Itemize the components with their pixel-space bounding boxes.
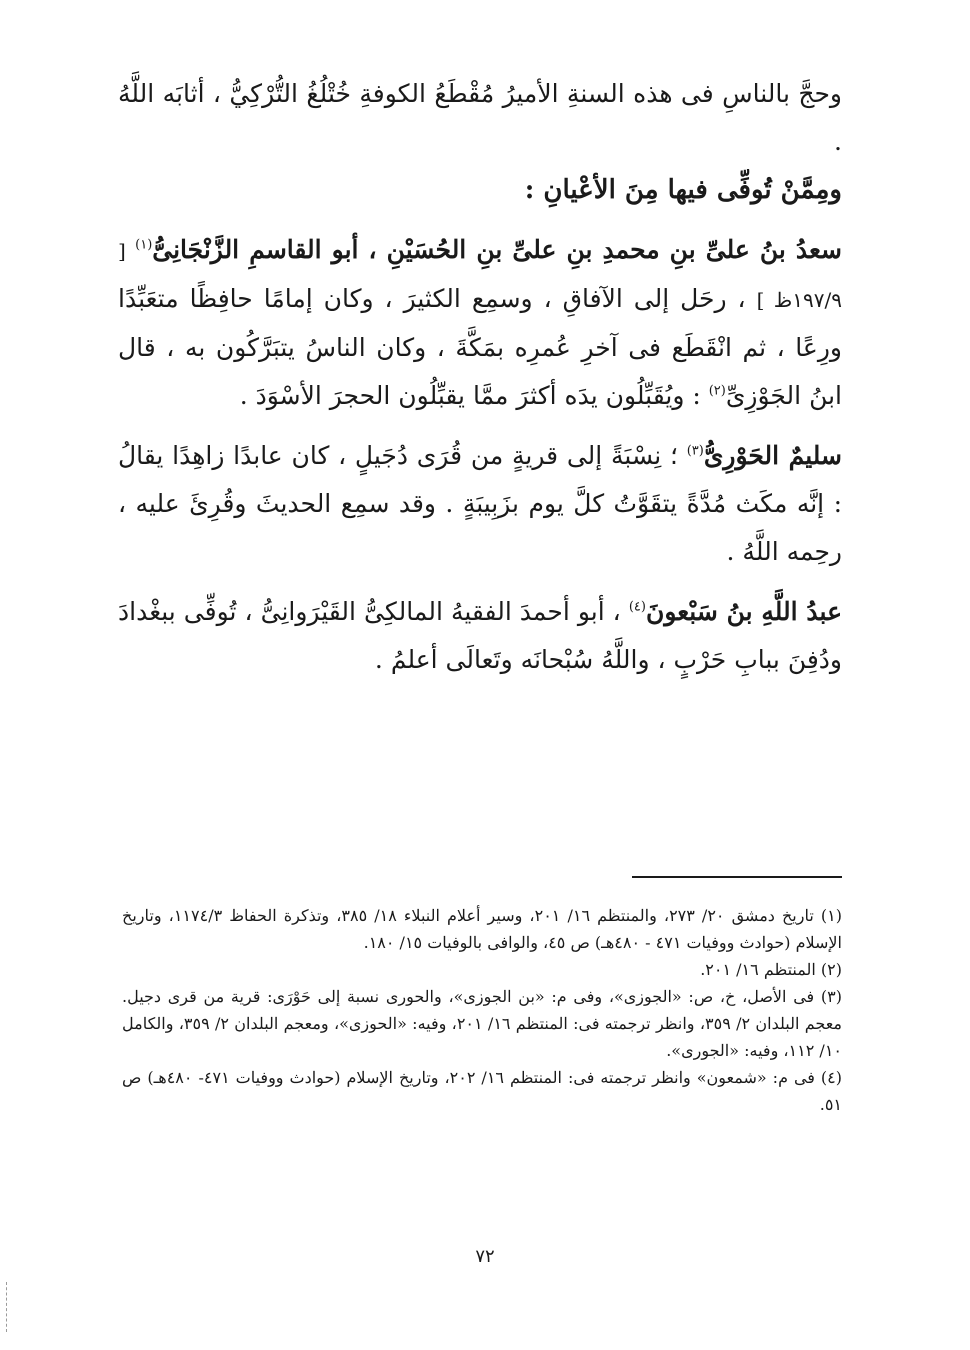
footnote-separator [632,876,842,878]
entry-salim-text: ؛ نِسْبَةً إلى قريةٍ من قُرَى دُجَيلٍ ، كان عابدًا زاهِدًا يقالُ : إنَّه مكَث مُدَّةً يتقَوَّتُ كلَّ يوم بزَبِيبَةٍ . وقد سمِع الحديثَ وقُرِئَ عليه ، رحِمه اللَّهُ . [118,441,842,566]
footnote-ref-3: (٣) [686,443,704,459]
spacer [118,214,842,226]
paragraph-hajj: وحجَّ بالناسِ فى هذه السنةِ الأميرُ مُقْطَعُ الكوفةِ خُتْلُغُ التُّرْكِيُّ ، أثابَه اللَّهُ . [118,79,842,156]
entry-salim-name: سليمٌ الحَوْرِىُّ [703,441,843,470]
footnote-4: (٤) فى م: «شمعون» وانظر ترجمته فى: المنتظم ١٦/ ٢٠٢، وتاريخ الإسلام (حوادث ووفيات ٤٧١- ٤٨٠هـ) ص ٥١. [122,1068,843,1114]
entry-salim [118,432,842,576]
footnotes [122,902,842,1118]
entry-saad-text-b: : ويُقَبِّلُون يدَه أكثرَ ممَّا يقبِّلُون الحجرَ الأسْوَدَ . [239,381,701,410]
entry-saad-text-a: ، رحَل إلى الآفاقِ ، وسمِع الكثيرَ ، وكان إمامًا حافِظًا متعَبِّدًا ورِعًا ، ثم انْقَطَع فى آخرِ عُمرِه بمَكَّةَ ، وكان الناسُ يتبَرَّكُون به ، قال ابنُ الجَوْزِىِّ [118,284,842,410]
footnote-ref-1: (١) [135,237,153,253]
footnote-3: (٣) فى الأصل، خ، ص: «الجوزى»، وفى م: «بن الجوزى»، والحورى نسبة إلى حَوْرَى: قرية من قرى دجيل. معجم البلدان ٢/ ٣٥٩، وانظر ترجمته فى: المنتظم ١٦/ ٢٠١، وفيه: «الحوزى»، ومعجم البلدان ٢/ ٣٥٩، والكامل ١٠/ ١١٢، وفيه: «الجورى». [122,987,842,1060]
footnote-2: (٢) المنتظم ١٦/ ٢٠١. [700,960,842,979]
page-number: ٧٢ [475,1246,495,1267]
footnote-ref-2: (٢) [708,383,726,399]
entry-saad [118,226,842,420]
manuscript-marker: [ ١٩٧/٩ظ ] [118,239,843,312]
spacer [118,420,842,432]
entry-saad-name: سعدُ بنُ علىِّ بنِ محمدِ بنِ علىِّ بنِ الحُسَيْنِ ، أبو القاسمِ الزَّنْجَانِىُّ [152,235,843,264]
section-heading: ومِمَّنْ تُوفِّى فيها مِنَ الأعْيانِ : [524,175,842,205]
entry-abdallah [118,588,842,684]
footnote-1: (١) تاريخ دمشق ٢٠/ ٢٧٣، والمنتظم ١٦/ ٢٠١، وسير أعلام النبلاء ١٨/ ٣٨٥، وتذكرة الحفاظ ١١٧٤/٣، وتاريخ الإسلام (حوادث ووفيات ٤٧١ - ٤٨٠هـ) ص ٤٥، والوافى بالوفيات ١٥/ ١٨٠. [122,906,842,952]
spacer [118,576,842,588]
scan-edge-marks [6,1282,9,1332]
entry-abdallah-text: ، أبو أحمدَ الفقيهُ المالكِىُّ القَيْرَوانِىُّ ، تُوفِّى ببغْدادَ ودُفِنَ ببابِ حَرْبٍ ، واللَّهُ سُبْحانَه وتَعالَى أعلمُ . [118,597,842,674]
footnote-ref-4: (٤) [628,599,646,615]
main-text [118,70,842,684]
entry-abdallah-name: عبدُ اللَّهِ بنُ سَبْعونَ [645,597,842,626]
